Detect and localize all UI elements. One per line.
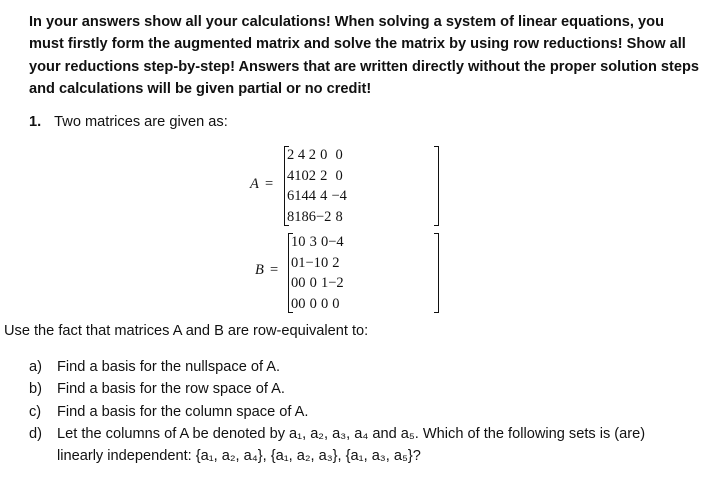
matrix-b-entry: 0 <box>309 275 317 291</box>
matrix-a-label: A <box>250 176 259 192</box>
matrix-a-entry: 18 <box>294 208 309 225</box>
matrix-a-entry: 2 <box>287 147 295 163</box>
matrix-b-entry: 0 <box>320 254 329 271</box>
matrix-a-entry: 6 <box>308 208 316 225</box>
use-fact-text: Use the fact that matrices A and B are row-equivalent to: <box>4 323 369 339</box>
matrix-b-entry: 3 <box>309 234 317 250</box>
matrix-a-entry: 8 <box>287 208 295 225</box>
matrix-a-equals: = <box>265 176 274 192</box>
part-letter: a) <box>29 359 42 375</box>
matrix-b-equals: = <box>270 262 279 278</box>
matrix-b-entry: 0 <box>291 275 299 291</box>
matrix-b-row <box>291 232 344 253</box>
matrix-b-entry: −4 <box>328 234 344 250</box>
matrix-a-entry: 2 <box>320 167 328 184</box>
matrix-b-row <box>291 253 344 274</box>
matrix-b-entry: 2 <box>332 254 340 271</box>
matrix-a-entry: 4 <box>308 188 316 204</box>
matrix-a-entry: −4 <box>331 188 347 204</box>
matrix-a-right-bracket <box>434 146 439 226</box>
matrix-a-entry: −2 <box>316 208 332 225</box>
matrix-b-entry: 0 <box>298 275 306 291</box>
matrix-a-row <box>287 207 347 228</box>
part-text: Find a basis for the nullspace of A. <box>57 359 281 375</box>
matrix-b-entry: 0 <box>298 234 306 250</box>
question-number: 1. <box>29 114 42 130</box>
matrix-b-entry: 0 <box>291 254 299 271</box>
instructions-paragraph: In your answers show all your calculations! When solving a system of linear equations, you must firstly form the augmented matrix and solve the matrix by using row reductions! Show all your reductions step-by-step! Answers that are written directly without the proper solution steps and calculations will be given partial or no credit! <box>29 14 700 98</box>
matrix-b-entry: −2 <box>328 275 344 291</box>
matrix-a-row <box>287 166 347 187</box>
part-letter: b) <box>29 381 42 398</box>
matrix-a-entry: 4 <box>297 147 306 163</box>
matrix-a-row <box>287 145 347 166</box>
matrix-a-entry: 2 <box>308 167 316 184</box>
matrix-b-right-bracket <box>434 233 439 313</box>
matrix-b-entry: 0 <box>332 295 340 312</box>
matrix-a-entry: 14 <box>294 188 309 204</box>
part-letter: c) <box>29 403 42 420</box>
matrix-b-entry: 0 <box>309 295 317 312</box>
matrix-a-entry: 2 <box>308 147 316 163</box>
matrix-a-entry: 4 <box>287 167 295 184</box>
matrix-b-entry: 0 <box>320 234 329 250</box>
matrix-a-entry: 6 <box>287 188 295 204</box>
matrix-a-row <box>287 186 347 207</box>
matrix-a-entry: 10 <box>294 167 309 184</box>
matrix-a-table <box>287 145 347 227</box>
matrix-b-entry: 0 <box>298 295 306 312</box>
matrix-a-entry: 4 <box>320 188 328 204</box>
matrix-a-entry: 0 <box>320 147 328 163</box>
part-text: Let the columns of A be denoted by a₁, a₂, a₃, a₄ and a₅. Which of the following sets is (are) <box>57 425 646 442</box>
matrix-b-table <box>291 232 344 314</box>
matrix-a-entry: 8 <box>335 208 343 225</box>
matrix-b-entry: 1 <box>298 254 306 271</box>
matrix-b-row <box>291 294 344 315</box>
matrix-a-entry: 0 <box>335 147 343 163</box>
part-text: Find a basis for the column space of A. <box>57 403 309 420</box>
matrix-b-entry: 1 <box>320 275 329 291</box>
part-letter: d) <box>29 425 42 442</box>
matrix-b-row <box>291 273 344 294</box>
question-1 <box>29 114 228 130</box>
matrix-b-entry: 0 <box>291 295 299 312</box>
matrix-b-label: B <box>255 262 264 278</box>
question-text: Two matrices are given as: <box>54 114 228 130</box>
matrix-a-entry: 0 <box>335 167 343 184</box>
matrix-b-entry: −1 <box>305 254 321 271</box>
matrix-b-entry: 1 <box>291 234 299 250</box>
part-text: Find a basis for the row space of A. <box>57 381 285 398</box>
part-text-continued: linearly independent: {a₁, a₂, a₄}, {a₁, a₂, a₃}, {a₁, a₃, a₅}? <box>57 448 421 465</box>
matrix-b-entry: 0 <box>320 295 329 312</box>
